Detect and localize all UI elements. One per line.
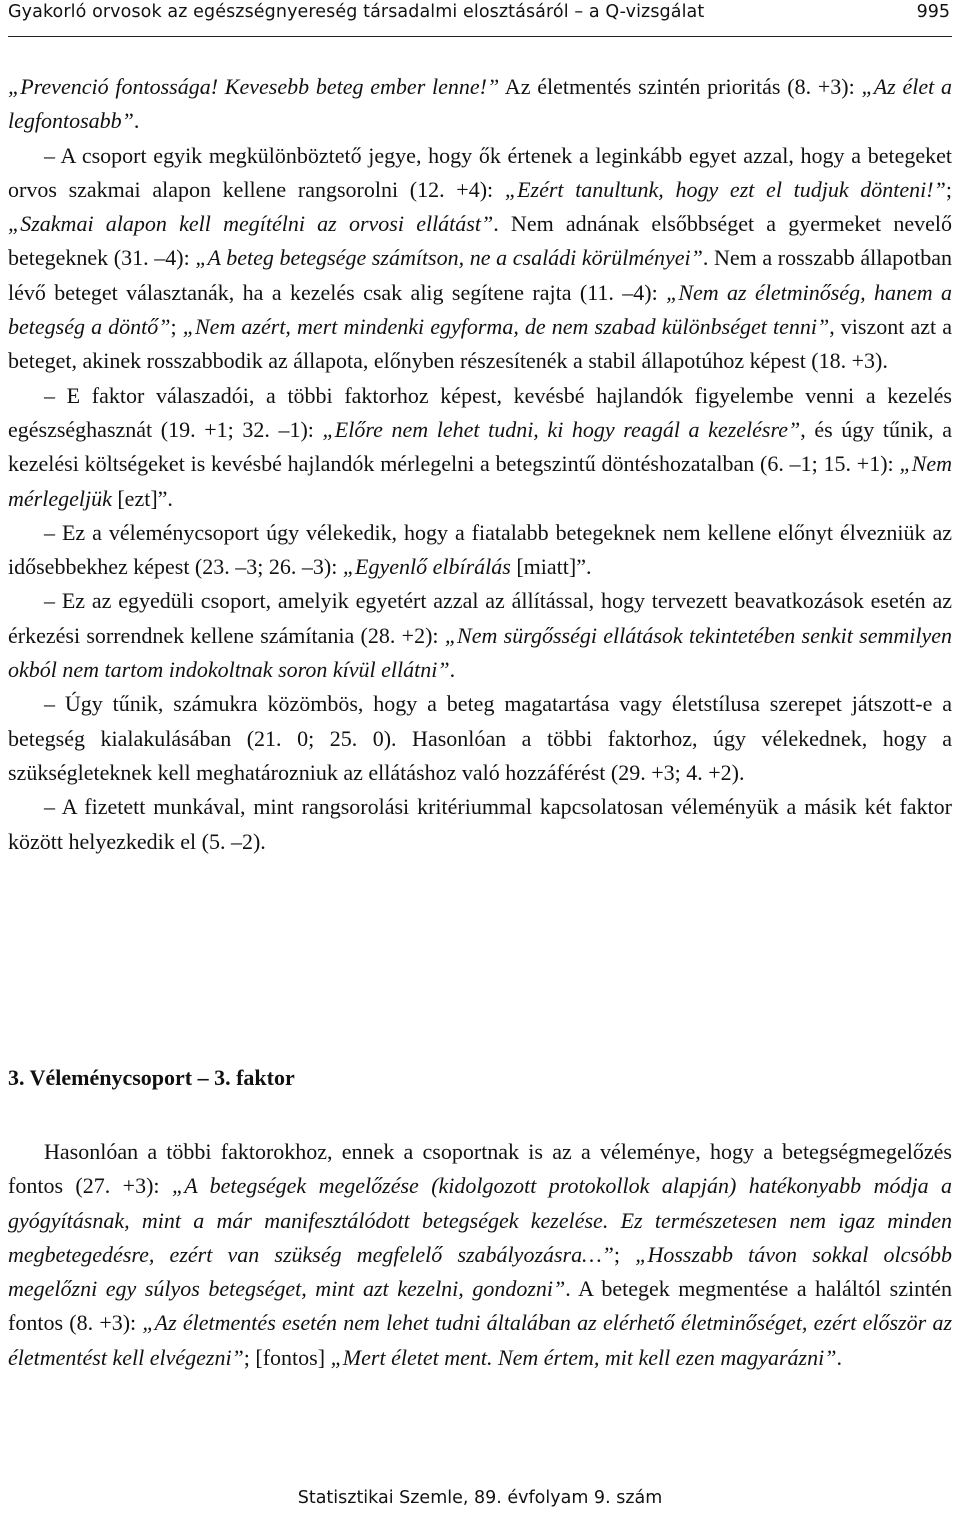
quote-text: „Nem az életminőség, hanem a betegség a döntő” xyxy=(8,279,952,340)
quote-text: „Előre nem lehet tudni, ki hogy reagál a kezelésre” xyxy=(322,416,801,442)
body-text: [miatt]”. xyxy=(510,554,592,580)
body-text: . xyxy=(133,108,140,134)
body-text: , és úgy tűnik, a kezelési költségeket is kevésbé hajlandók mérlegelni a betegszintű döntéshozatalban (6. –1; 15. +1): xyxy=(8,416,952,477)
paragraph xyxy=(8,1135,952,1375)
quote-text: „Hosszabb távon sokkal olcsóbb megelőzni egy súlyos betegséget, mint azt kezelni, gondozni” xyxy=(8,1241,952,1302)
paragraph xyxy=(8,687,952,790)
quote-text: „Egyenlő elbírálás xyxy=(342,554,511,580)
quote-text: „Nem azért, mert mindenki egyforma, de nem szabad különbséget tenni” xyxy=(182,314,830,340)
body-text: Hasonlóan a többi faktorokhoz, ennek a csoportnak is az a véleménye, hogy a betegségmegelőzés fontos (27. +3): xyxy=(8,1139,952,1199)
quote-text: „Mert életet ment. Nem értem, mit kell ezen magyarázni” xyxy=(330,1344,837,1370)
body-text: . xyxy=(449,657,456,683)
quote-text: „Ezért tanultunk, hogy ezt el tudjuk dönteni!” xyxy=(504,176,946,202)
running-header xyxy=(8,0,952,37)
paragraph xyxy=(8,516,952,585)
paragraph xyxy=(8,70,952,139)
body-text: – A fizetett munkával, mint rangsorolási kritériummal kapcsolatosan véleményük a másik két faktor között helyezkedik el (5. –2). xyxy=(8,794,952,854)
quote-text: „Az életmentés esetén nem lehet tudni általában az elérhető életminőséget, ezért először az életmentést kell elvégezni” xyxy=(8,1310,953,1370)
section-heading: 3. Véleménycsoport – 3. faktor xyxy=(8,1065,295,1090)
body-text: ; xyxy=(613,1241,636,1267)
quote-text: „Szakmai alapon kell megítélni az orvosi ellátást” xyxy=(8,211,494,237)
body-text: [ezt]”. xyxy=(111,485,173,511)
quote-text: „A betegségek megelőzése (kidolgozott protokollok alapján) hatékonyabb módja a gyógyításnak, mint a már manifesztálódott betegségek kezelése. Ez természetesen nem igaz minden megbetegedésre, ezért van szükség megfelelő szabályozásra…” xyxy=(8,1173,953,1267)
quote-text: „A beteg betegsége számítson, ne a családi körülményei” xyxy=(195,245,703,271)
body-text: – Ez a véleménycsoport úgy vélekedik, hogy a fiatalabb betegeknek nem kellene előnyt élvezniük az idősebbekhez képest (23. –3; 26. –3): xyxy=(8,519,952,580)
body-text: – E faktor válaszadói, a többi faktorhoz képest, kevésbé hajlandók figyelembe venni a kezelés egészséghasznát (19. +1; 32. –1): xyxy=(8,382,952,442)
body-text: ; xyxy=(170,314,183,340)
body-text: . Nem adnának elsőbbséget a gyermeket nevelő betegeknek (31. –4): xyxy=(8,211,952,271)
running-header-title: Gyakorló orvosok az egészségnyereség társadalmi elosztásáról – a Q-vizsgálat xyxy=(8,2,705,22)
section-text xyxy=(8,1135,952,1375)
quote-text: „Nem sürgősségi ellátások tekintetében senkit semmilyen okból nem tartom indokoltnak soron kívül ellátni” xyxy=(8,622,953,683)
body-text: – Ez az egyedüli csoport, amelyik egyetért azzal az állítással, hogy tervezett beavatkozások esetén az érkezési sorrendnek kellene számítania (28. +2): xyxy=(8,588,952,648)
quote-text: „Nem mérlegeljük xyxy=(8,451,952,511)
body-text: , viszont azt a beteget, akinek rosszabbodik az állapota, előnyben részesítenék a stabil állapotúhoz képest (18. +3). xyxy=(8,314,952,374)
body-text: . Nem a rosszabb állapotban lévő beteget választanák, ha a kezelés csak alig segítene rajta (11. –4): xyxy=(8,245,953,305)
body-text: – Úgy tűnik, számukra közömbös, hogy a beteg magatartása vagy életstílusa szerepet játszott-e a betegség kialakulásában (21. 0; 25. 0). Hasonlóan a többi faktorhoz, úgy vélekednek, hogy a szükségleteknek kell meghatározniuk az ellátáshoz való hozzáférést (29. +3; 4. +2). xyxy=(8,691,952,785)
body-text: – A csoport egyik megkülönböztető jegye, hogy ők értenek a leginkább egyet azzal, hogy a betegeket orvos szakmai alapon kellene rangsorolni (12. +4): xyxy=(8,142,952,202)
body-text: ; xyxy=(945,176,952,202)
quote-text: „Prevenció fontossága! Kevesebb beteg ember lenne!” xyxy=(8,74,500,99)
paragraph xyxy=(8,139,952,379)
body-text: ; [fontos] xyxy=(243,1344,331,1370)
page-number: 995 xyxy=(916,2,950,22)
paragraph xyxy=(8,584,952,687)
body-text: . xyxy=(836,1344,842,1370)
body-text: Az életmentés szintén prioritás (8. +3): xyxy=(499,74,862,99)
paragraph xyxy=(8,790,952,859)
body-text: . A betegek megmentése a haláltól szintén fontos (8. +3): xyxy=(8,1276,952,1336)
quote-text: „Az élet a legfontosabb” xyxy=(8,74,953,134)
page-footer: Statisztikai Szemle, 89. évfolyam 9. szám xyxy=(297,1488,663,1508)
paragraph xyxy=(8,379,952,516)
main-text xyxy=(8,70,952,859)
